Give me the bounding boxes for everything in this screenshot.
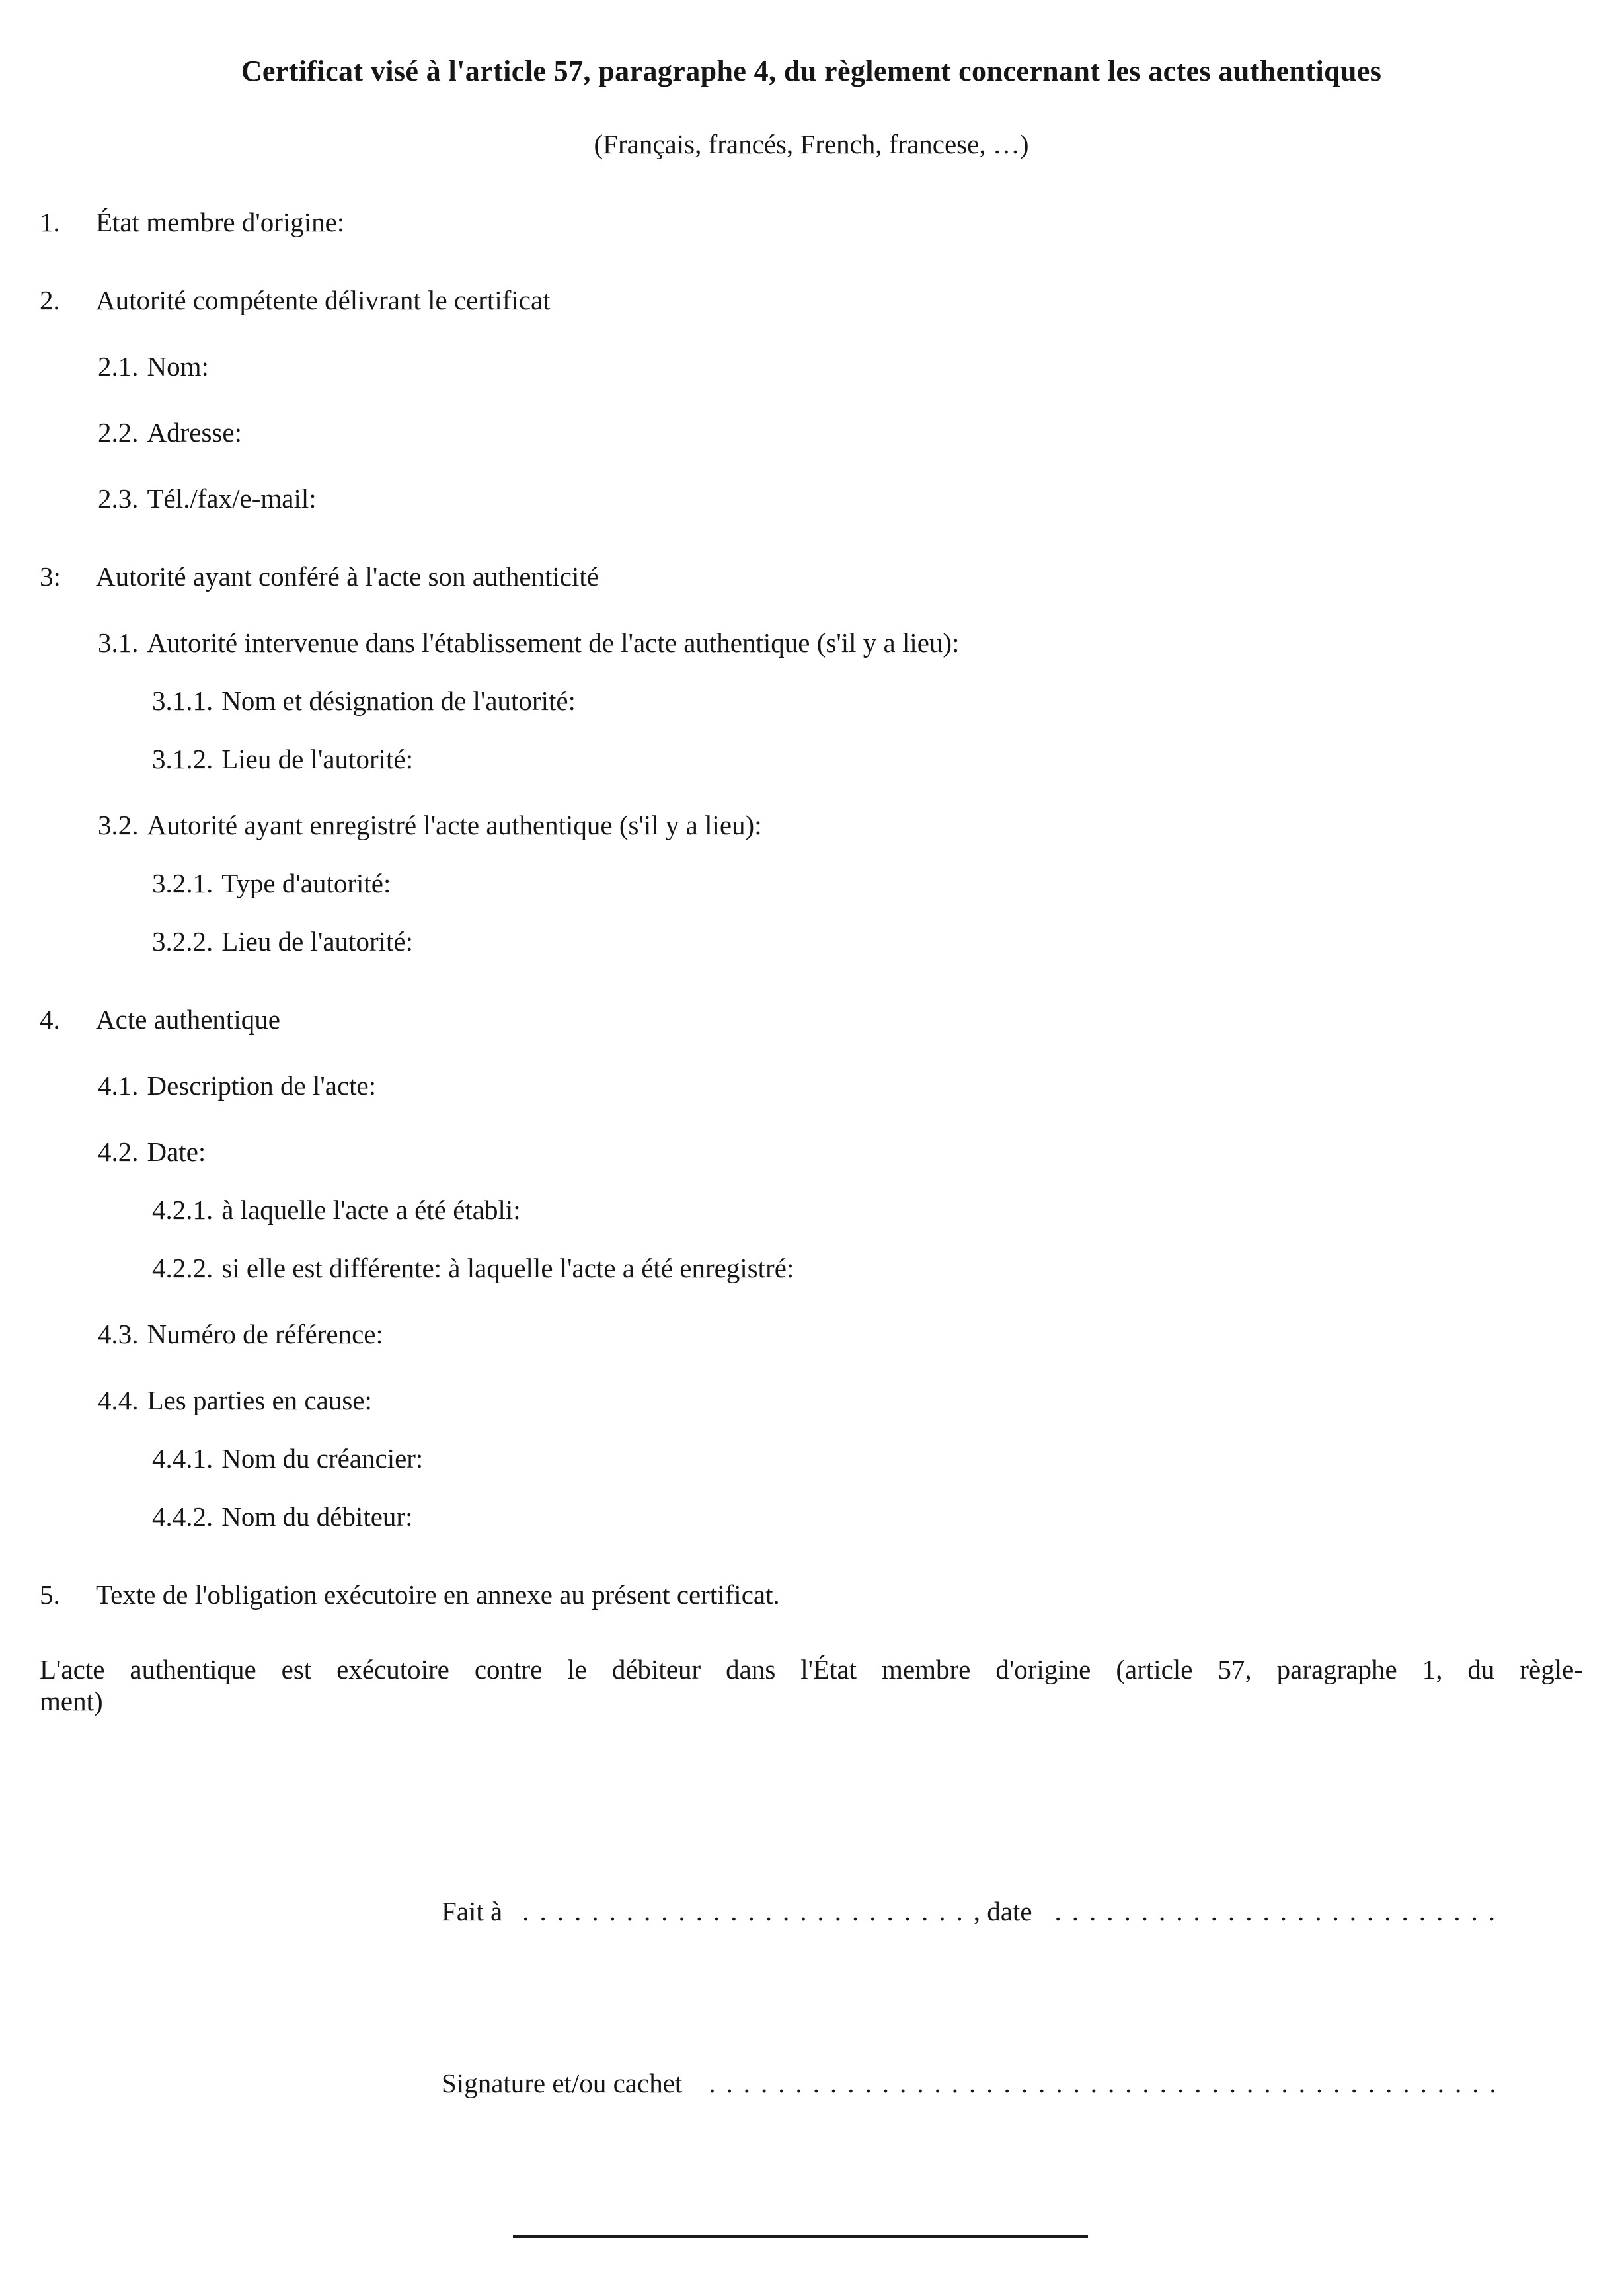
form-item (40, 627, 1583, 658)
signature-row (40, 2067, 1583, 2099)
item-number: 4.2.2. (152, 1253, 213, 1283)
item-number: 4.2. (98, 1136, 139, 1167)
item-number: 3.1.1. (152, 686, 213, 716)
form-item (40, 1384, 1583, 1416)
item-number: 3.2. (98, 810, 139, 840)
fait-a-dotted-line: .......................... (522, 1896, 974, 1926)
form-item (40, 1070, 1583, 1101)
form-item (40, 350, 1583, 382)
form-item (40, 1252, 1583, 1284)
form-item (40, 867, 1583, 899)
item-number: 2.2. (98, 417, 139, 448)
form-item (40, 743, 1583, 775)
signature-dotted-line: .............................................. (709, 2068, 1507, 2098)
item-number: 2.3. (98, 483, 139, 514)
form-item (40, 1136, 1583, 1167)
fait-a-label: Fait à (442, 1896, 503, 1926)
date-label: , date (973, 1896, 1032, 1926)
closing-paragraph-line-1: L'acte authentique est exécutoire contre le débiteur dans l'État membre d'origine (article 57, paragraphe 1, du règle- (40, 1654, 1583, 1684)
form-item (40, 561, 1583, 592)
form-item (40, 1194, 1583, 1226)
form-item (40, 926, 1583, 957)
item-text: Date: (147, 1136, 206, 1167)
item-text: Les parties en cause: (147, 1385, 372, 1415)
item-text: Tél./fax/e-mail: (147, 483, 317, 514)
bottom-rule (513, 2235, 1088, 2238)
form-items (40, 206, 1583, 1610)
item-text: Lieu de l'autorité: (221, 926, 413, 957)
form-item (40, 1443, 1583, 1474)
form-item (40, 685, 1583, 717)
item-number: 3: (40, 561, 61, 592)
item-number: 4.2.1. (152, 1195, 213, 1225)
fait-a-row (40, 1895, 1583, 1927)
item-text: Nom: (147, 351, 209, 381)
closing-paragraph (40, 1653, 1583, 1717)
form-item (40, 1501, 1583, 1532)
item-text: Autorité ayant enregistré l'acte authentique (s'il y a lieu): (147, 810, 762, 840)
item-number: 4.1. (98, 1070, 139, 1101)
item-text: Acte authentique (96, 1004, 280, 1035)
item-number: 4.3. (98, 1319, 139, 1349)
date-dotted-line: .......................... (1054, 1896, 1506, 1926)
form-item (40, 483, 1583, 514)
page-subtitle: (Français, francés, French, francese, …) (594, 129, 1029, 159)
item-number: 1. (40, 207, 60, 237)
item-number: 4. (40, 1004, 60, 1035)
item-text: Adresse: (147, 417, 242, 448)
form-item (40, 206, 1583, 238)
item-number: 3.1. (98, 627, 139, 658)
item-text: Texte de l'obligation exécutoire en annexe au présent certificat. (96, 1579, 780, 1610)
item-number: 2. (40, 285, 60, 315)
item-number: 2.1. (98, 351, 139, 381)
item-text: si elle est différente: à laquelle l'acte a été enregistré: (221, 1253, 794, 1283)
form-item (40, 1004, 1583, 1035)
item-text: Description de l'acte: (147, 1070, 377, 1101)
item-text: Lieu de l'autorité: (221, 744, 413, 774)
item-text: à laquelle l'acte a été établi: (221, 1195, 521, 1225)
item-number: 3.2.1. (152, 868, 213, 898)
item-text: Numéro de référence: (147, 1319, 383, 1349)
page-title: Certificat visé à l'article 57, paragraphe 4, du règlement concernant les actes authentiques (241, 55, 1382, 87)
item-number: 4.4. (98, 1385, 139, 1415)
item-text: Autorité ayant conféré à l'acte son authenticité (96, 561, 599, 592)
item-text: Nom du créancier: (221, 1443, 424, 1474)
form-item (40, 1318, 1583, 1350)
item-number: 3.2.2. (152, 926, 213, 957)
item-text: Type d'autorité: (221, 868, 391, 898)
form-item (40, 284, 1583, 316)
item-text: Autorité compétente délivrant le certificat (96, 285, 551, 315)
signature-label: Signature et/ou cachet (442, 2068, 683, 2098)
item-number: 5. (40, 1579, 60, 1610)
form-item (40, 809, 1583, 841)
item-number: 4.4.1. (152, 1443, 213, 1474)
item-text: Nom du débiteur: (221, 1501, 413, 1532)
item-text: État membre d'origine: (96, 207, 345, 237)
form-item (40, 416, 1583, 448)
item-number: 4.4.2. (152, 1501, 213, 1532)
item-text: Autorité intervenue dans l'établissement de l'acte authentique (s'il y a lieu): (147, 627, 960, 658)
item-text: Nom et désignation de l'autorité: (221, 686, 576, 716)
closing-paragraph-line-2: ment) (40, 1686, 103, 1716)
item-number: 3.1.2. (152, 744, 213, 774)
form-item (40, 1579, 1583, 1610)
